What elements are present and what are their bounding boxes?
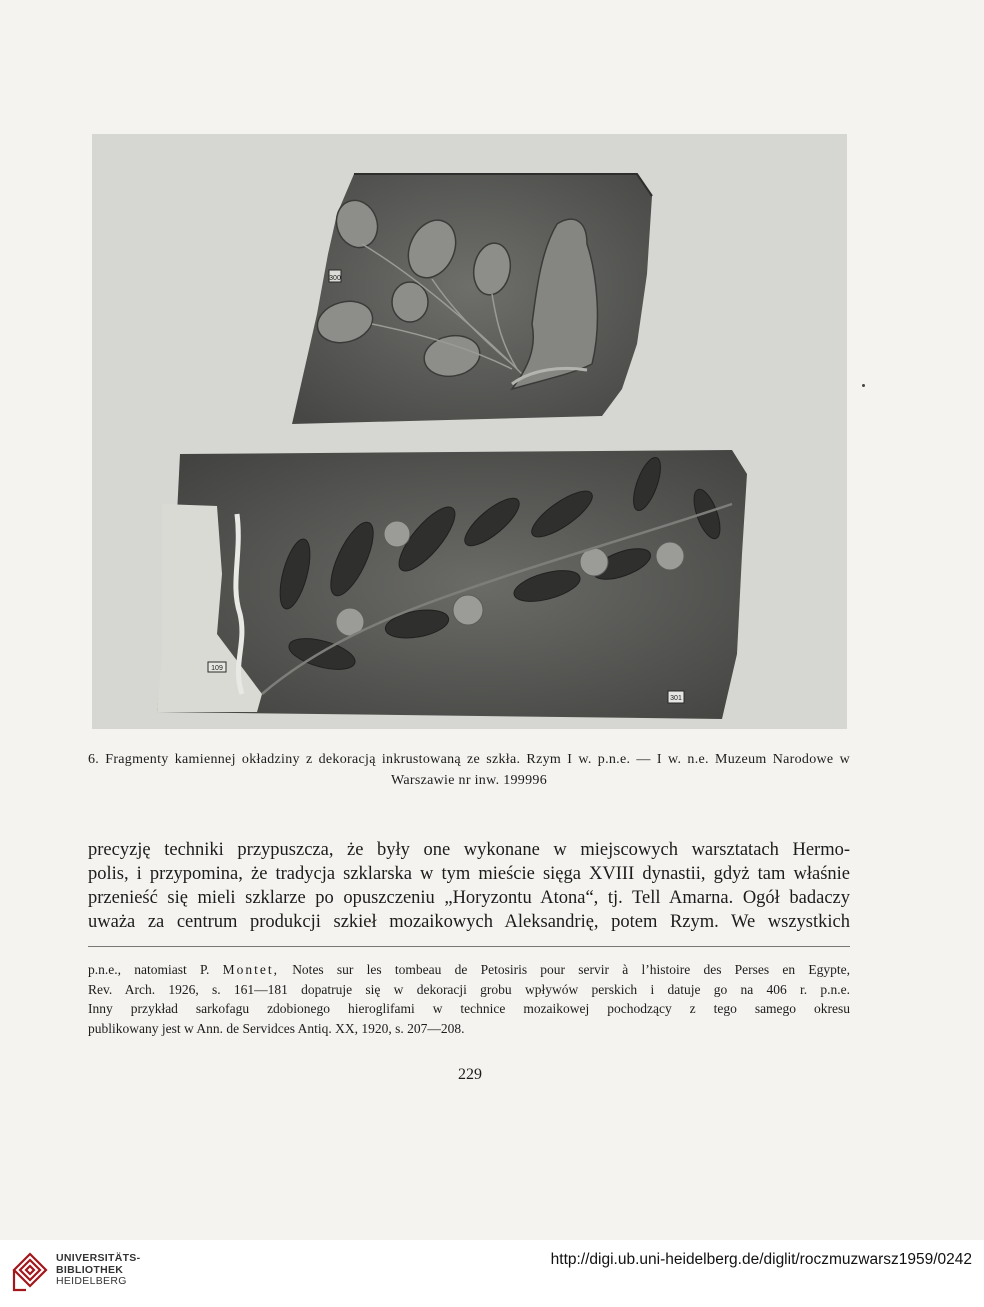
lower-stone-fragment [157,450,747,719]
footnote-separator [88,946,850,947]
body-line-2: polis, i przypomina, że tradycja szklarska w tym mieście sięga XVIII dynastii, gdyż tam właśnie [88,864,850,884]
catalog-label-lower-left: 109 [211,665,223,672]
stone-fragments-illustration [92,134,847,729]
library-logo-icon [10,1250,50,1294]
footnote-line-1-end: Notes sur les tombeau de Petosiris pour servir à l’histoire des Perses en Egypte, [292,962,850,977]
footnote-line-1 [88,960,850,980]
library-name [56,1253,140,1288]
catalog-label-upper: 300 [329,275,341,282]
figure-caption [88,749,850,791]
body-line-4: uważa za centrum produkcji szkieł mozaikowych Aleksandrię, potem Rzym. We wszystkich [88,912,850,932]
scan-speck [862,384,865,387]
body-paragraph [88,838,850,934]
caption-line-2: Narodowe w Warszawie nr inw. 199996 [390,752,850,788]
footnote [88,960,850,1038]
library-name-line-2: BIBLIOTHEK [56,1263,124,1276]
footnote-line-2: Rev. Arch. 1926, s. 161—181 dopatruje się w dekoracji grobu wpływów perskich i datuje go na 406 r. p.n.e. [88,981,850,997]
body-line-3: przenieść się mieli szklarze po opuszczeniu „Horyzontu Atona“, tj. Tell Amarna. Ogół badaczy [88,888,850,908]
upper-stone-fragment [292,174,652,424]
source-url-link[interactable]: http://digi.ub.uni-heidelberg.de/diglit/roczmuzwarsz1959/0242 [550,1251,972,1268]
catalog-label-lower-right: 301 [670,695,682,702]
library-name-line-1: UNIVERSITÄTS- [56,1252,141,1264]
body-line-1: precyzję techniki przypuszcza, że były one wykonane w miejscowych warsztatach Hermo- [88,840,850,860]
footnote-line-4: publikowany jest w Ann. de Servidces Antiq. XX, 1920, s. 207—208. [88,1020,465,1036]
footnote-line-3: Inny przykład sarkofagu zdobionego hieroglifami w technice mozaikowej pochodzący z tego samego okresu [88,1001,850,1016]
footnote-line-1-start: p.n.e., natomiast P. [88,962,210,977]
caption-line-1: 6. Fragmenty kamiennej okładziny z dekoracją inkrustowaną ze szkła. Rzym I w. p.n.e. — I w. n.e. Muzeum [88,752,767,767]
library-name-line-3: HEIDELBERG [56,1275,127,1287]
page-number: 229 [458,1066,482,1083]
figure-photograph [92,134,847,729]
footnote-author-name: Montet, [222,962,279,977]
